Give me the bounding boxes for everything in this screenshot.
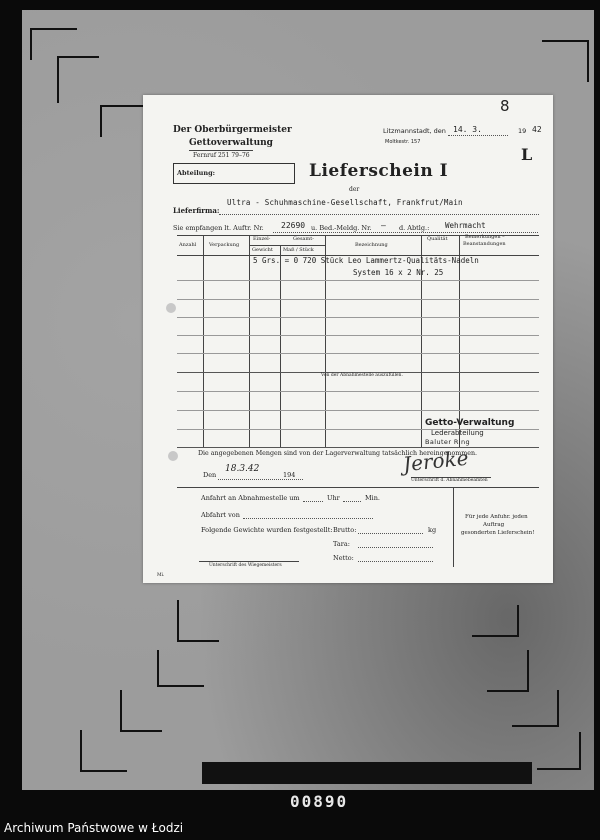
item-line-1: 5 Grs. = 0 720 Stück Leo Lammertz-Qualitäts-Nadeln [253,256,479,265]
header-beanstandungen: Beanstandungen [463,241,506,247]
crop-mark [512,690,559,727]
gewichte-label: Folgende Gewichte wurden festgestellt: [201,526,333,534]
wiegemeister-caption: Unterschrift des Wiegemeisters [209,563,282,568]
note-line3: gesonderten Lieferschein! [461,530,535,536]
punch-hole [166,303,176,313]
crop-mark [487,650,529,692]
abtlg-label: d. Abtlg.: [399,224,430,232]
form-title: Lieferschein I [309,161,449,181]
confirmation-text: Die angegebenen Mengen sind von der Lagerverwaltung tatsächlich hereingenommen. [198,450,478,457]
auftrag-value: 22690 [281,221,306,230]
der-label: der [349,186,360,193]
note-line1: Für jede Anfuhr. jeden [465,514,528,520]
crop-mark [537,732,581,770]
crop-mark [472,605,519,637]
city-label: Litzmannstadt, den [383,127,446,135]
abteilung-box [173,163,295,184]
year-suffix: 42 [532,125,542,134]
signature-caption: Unterschrift d. Abnahmebeamten [411,478,488,483]
netto-label: Netto: [333,554,354,562]
lieferfirma-label: Lieferfirma: [173,206,220,215]
brutto-label: Brutto: [333,526,357,534]
uhr-label: Uhr [327,494,340,502]
street-address: Moltkestr. 157 [385,139,421,145]
crop-mark [157,650,204,687]
stamp-line2: Lederabteilung [431,429,484,437]
header-einzel: Einzel- [253,236,271,242]
archive-footer [0,816,600,840]
crop-mark [177,600,219,642]
crop-mark [542,40,589,82]
anfahrt-label: Anfahrt an Abnahmestelle um [201,494,300,502]
bedmeldg-label: u. Bed.-Meldg. Nr. [311,224,372,232]
abtlg-value: Wehrmacht [445,221,486,230]
tara-label: Tara: [333,540,350,548]
header-verpackung: Verpackung [209,242,240,248]
den-label: Den [203,471,217,479]
abfahrt-label: Abfahrt von [201,511,240,519]
date-value: 14. 3. [453,125,482,134]
delivery-note-document [143,95,553,583]
den-year: 194 [283,471,296,479]
receiving-caption: Von der Abnahmestelle auszufüllen. [321,373,403,378]
abteilung-label: Abteilung: [177,169,216,177]
crop-mark [100,105,147,137]
punch-hole [168,451,178,461]
lieferfirma-value: Ultra - Schuhmaschine-Gesellschaft, Frankfrut/Main [227,198,463,207]
header-qualitaet: Qualität [427,236,448,242]
crop-mark [57,56,99,103]
authority-line1: Der Oberbürgermeister [173,125,292,135]
stamp-line1: Getto-Verwaltung [425,418,515,428]
authority-line2: Gettoverwaltung [189,138,273,148]
stamp-line3: Baluter Ring [425,438,471,446]
kg-label: kg [428,526,437,534]
corner-letter: L [521,145,533,164]
header-gewicht: Gewicht [252,247,273,253]
archive-name: Archiwum Państwowe w Łodzi [4,821,184,835]
header-gesamt: Gesamt- [293,236,314,242]
auftrag-label: Sie empfangen lt. Auftr. Nr. [173,224,264,232]
bedmeldg-value: – [381,221,386,230]
crop-mark [80,730,127,772]
crop-mark [120,690,162,732]
header-bemerkungen: Bemerkungen – [465,234,505,240]
year-prefix: 19 [518,127,527,135]
phone-number: Fernruf 251 79–76 [193,152,250,159]
form-code: Mi. [157,573,165,578]
min-label: Min. [365,494,380,502]
film-shadow-bar [202,762,532,784]
den-date: 18.3.42 [225,464,260,474]
handwritten-signature: Jeroke [401,445,470,477]
note-line2: Auftrag [483,522,505,528]
item-line-2: System 16 x 2 Nr. 25 [353,268,444,277]
header-bezeichnung: Bezeichnung [355,242,388,248]
header-anzahl: Anzahl [179,242,197,248]
frame-number: 00890 [290,792,349,811]
page-number: 8 [500,97,510,115]
header-mass-stueck: Maß / Stück [283,247,314,253]
